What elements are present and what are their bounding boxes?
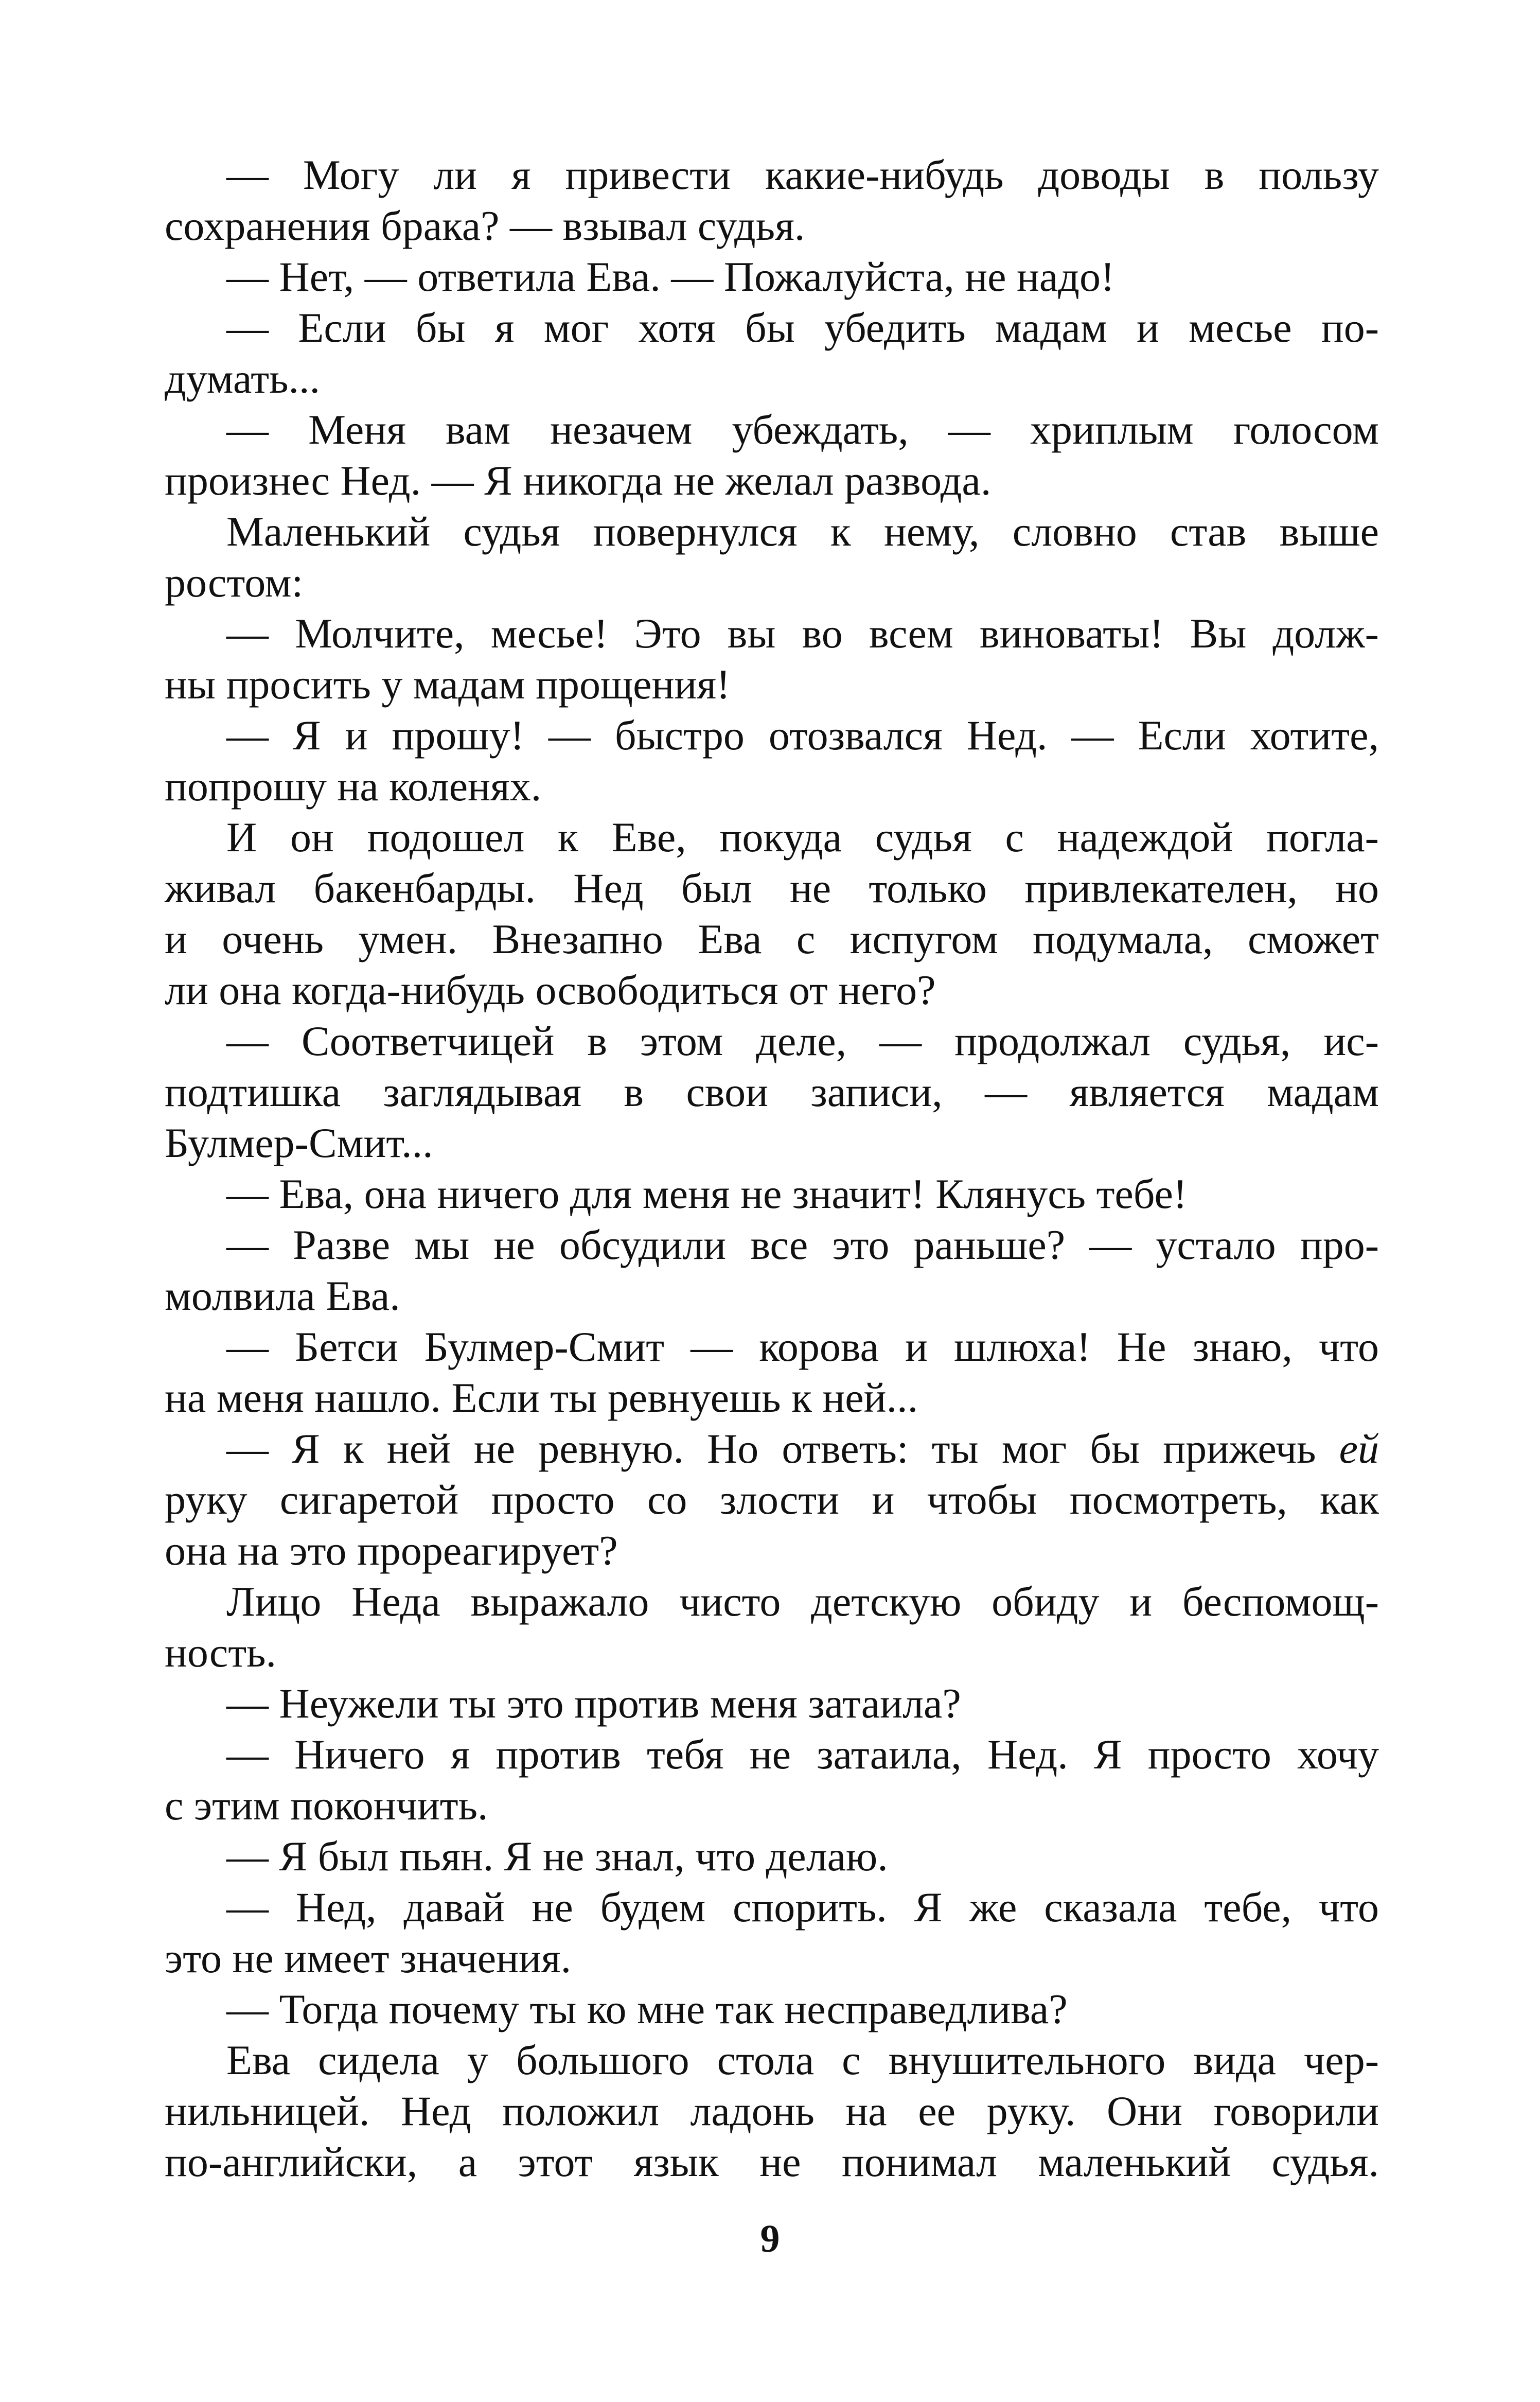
text-line <box>165 1015 1379 1066</box>
text-line-content: нильницей. Нед положил ладонь на ее руку. Они говорили <box>165 2088 1379 2134</box>
text-line-content: И он подошел к Еве, покуда судья с надеждой погла- <box>226 814 1379 861</box>
text-line <box>165 404 1379 455</box>
text-line <box>165 2035 1379 2085</box>
text-line <box>165 659 1379 710</box>
text-line-content: это не имеет значения. <box>165 1935 572 1982</box>
text-line <box>165 1627 1379 1678</box>
text-line-content: ли она когда-нибудь освободиться от него? <box>165 967 936 1013</box>
text-line-content: подтишка заглядывая в свои записи, — является мадам <box>165 1068 1379 1115</box>
text-line <box>165 557 1379 608</box>
text-line <box>165 1525 1379 1576</box>
text-line-content: — Ничего я против тебя не затаила, Нед. Я просто хочу <box>226 1731 1379 1778</box>
text-line <box>165 1780 1379 1831</box>
text-line <box>165 2085 1379 2136</box>
text-line-content: — Могу ли я привести какие-нибудь доводы в пользу <box>226 151 1379 198</box>
text-line-content: — Меня вам незачем убеждать, — хриплым голосом <box>226 406 1379 453</box>
text-line-content: произнес Нед. — Я никогда не желал развода. <box>165 457 992 504</box>
text-line-content: Маленький судья повернулся к нему, словно став выше <box>226 508 1379 555</box>
text-line <box>165 965 1379 1015</box>
text-line <box>165 2136 1379 2187</box>
text-line <box>165 1321 1379 1372</box>
text-line-content: Ева сидела у большого стола с внушительного вида чер- <box>226 2037 1379 2083</box>
text-line <box>165 1423 1379 1474</box>
text-line-content: руку сигаретой просто со злости и чтобы посмотреть, как <box>165 1476 1379 1523</box>
text-line-content: ность. <box>165 1629 277 1676</box>
text-line-content: — Нет, — ответила Ева. — Пожалуйста, не надо! <box>226 253 1115 300</box>
text-line <box>165 1882 1379 1933</box>
text-line <box>165 455 1379 506</box>
text-line-content: с этим покончить. <box>165 1782 488 1829</box>
text-line <box>165 506 1379 557</box>
text-line-content: ростом: <box>165 559 304 606</box>
text-line-content: Булмер-Смит... <box>165 1119 433 1166</box>
text-line-content: живал бакенбарды. Нед был не только привлекателен, но <box>165 865 1379 911</box>
text-line-main: — Я к ней не ревную. Но ответь: ты мог бы прижечь <box>226 1425 1316 1472</box>
text-line <box>165 1168 1379 1219</box>
text-line <box>165 200 1379 251</box>
text-line <box>165 1066 1379 1117</box>
text-line <box>165 863 1379 914</box>
text-line <box>165 302 1379 353</box>
text-line <box>165 710 1379 761</box>
text-line <box>165 914 1379 965</box>
text-line-content: — Бетси Булмер-Смит — корова и шлюха! Не знаю, что <box>226 1323 1379 1370</box>
text-line-content: — Молчите, месье! Это вы во всем виноваты! Вы долж- <box>226 610 1379 657</box>
text-line-content: по-английски, а этот язык не понимал маленький судья. <box>165 2138 1379 2185</box>
text-line-content: она на это прореагирует? <box>165 1527 618 1574</box>
text-line <box>165 608 1379 659</box>
text-line-content: попрошу на коленях. <box>165 763 542 810</box>
text-line <box>165 1933 1379 1984</box>
text-line <box>165 353 1379 404</box>
text-line <box>165 1270 1379 1321</box>
text-line-content: — Неужели ты это против меня затаила? <box>226 1680 961 1727</box>
text-line-content: — Разве мы не обсудили все это раньше? — устало про- <box>226 1221 1379 1268</box>
text-line <box>165 1729 1379 1780</box>
text-line-content: ны просить у мадам прощения! <box>165 661 731 708</box>
text-line-content: молвила Ева. <box>165 1272 400 1319</box>
text-line <box>165 1831 1379 1882</box>
text-line-content: думать... <box>165 355 320 402</box>
text-line-content: — Я был пьян. Я не знал, что делаю. <box>226 1833 888 1880</box>
text-line <box>165 1678 1379 1729</box>
text-line <box>165 1372 1379 1423</box>
text-line-content: — Если бы я мог хотя бы убедить мадам и месье по- <box>226 304 1379 351</box>
text-line <box>165 1576 1379 1627</box>
text-line-content: — Тогда почему ты ко мне так несправедлива? <box>226 1986 1068 2032</box>
text-line <box>165 1117 1379 1168</box>
page-number: 9 <box>760 2217 780 2260</box>
emphasized-word: ей <box>1339 1425 1379 1472</box>
text-line-content: сохранения брака? — взывал судья. <box>165 202 805 249</box>
text-line <box>165 251 1379 302</box>
text-line <box>165 1984 1379 2035</box>
text-line <box>165 812 1379 863</box>
text-line-content: — Ева, она ничего для меня не значит! Клянусь тебе! <box>226 1170 1188 1217</box>
text-line <box>165 149 1379 200</box>
body-text <box>165 149 1379 2187</box>
text-line-content: и очень умен. Внезапно Ева с испугом подумала, сможет <box>165 916 1379 962</box>
text-line <box>165 1474 1379 1525</box>
text-line <box>165 761 1379 812</box>
text-line-content: — Нед, давай не будем спорить. Я же сказала тебе, что <box>226 1884 1379 1931</box>
text-line <box>165 1219 1379 1270</box>
text-line-content <box>226 1423 1379 1474</box>
text-line-content: на меня нашло. Если ты ревнуешь к ней... <box>165 1374 918 1421</box>
text-line-content: — Я и прошу! — быстро отозвался Нед. — Если хотите, <box>226 712 1379 759</box>
text-line-content: — Соответчицей в этом деле, — продолжал судья, ис- <box>226 1018 1379 1064</box>
text-line-content: Лицо Неда выражало чисто детскую обиду и беспомощ- <box>226 1578 1379 1625</box>
